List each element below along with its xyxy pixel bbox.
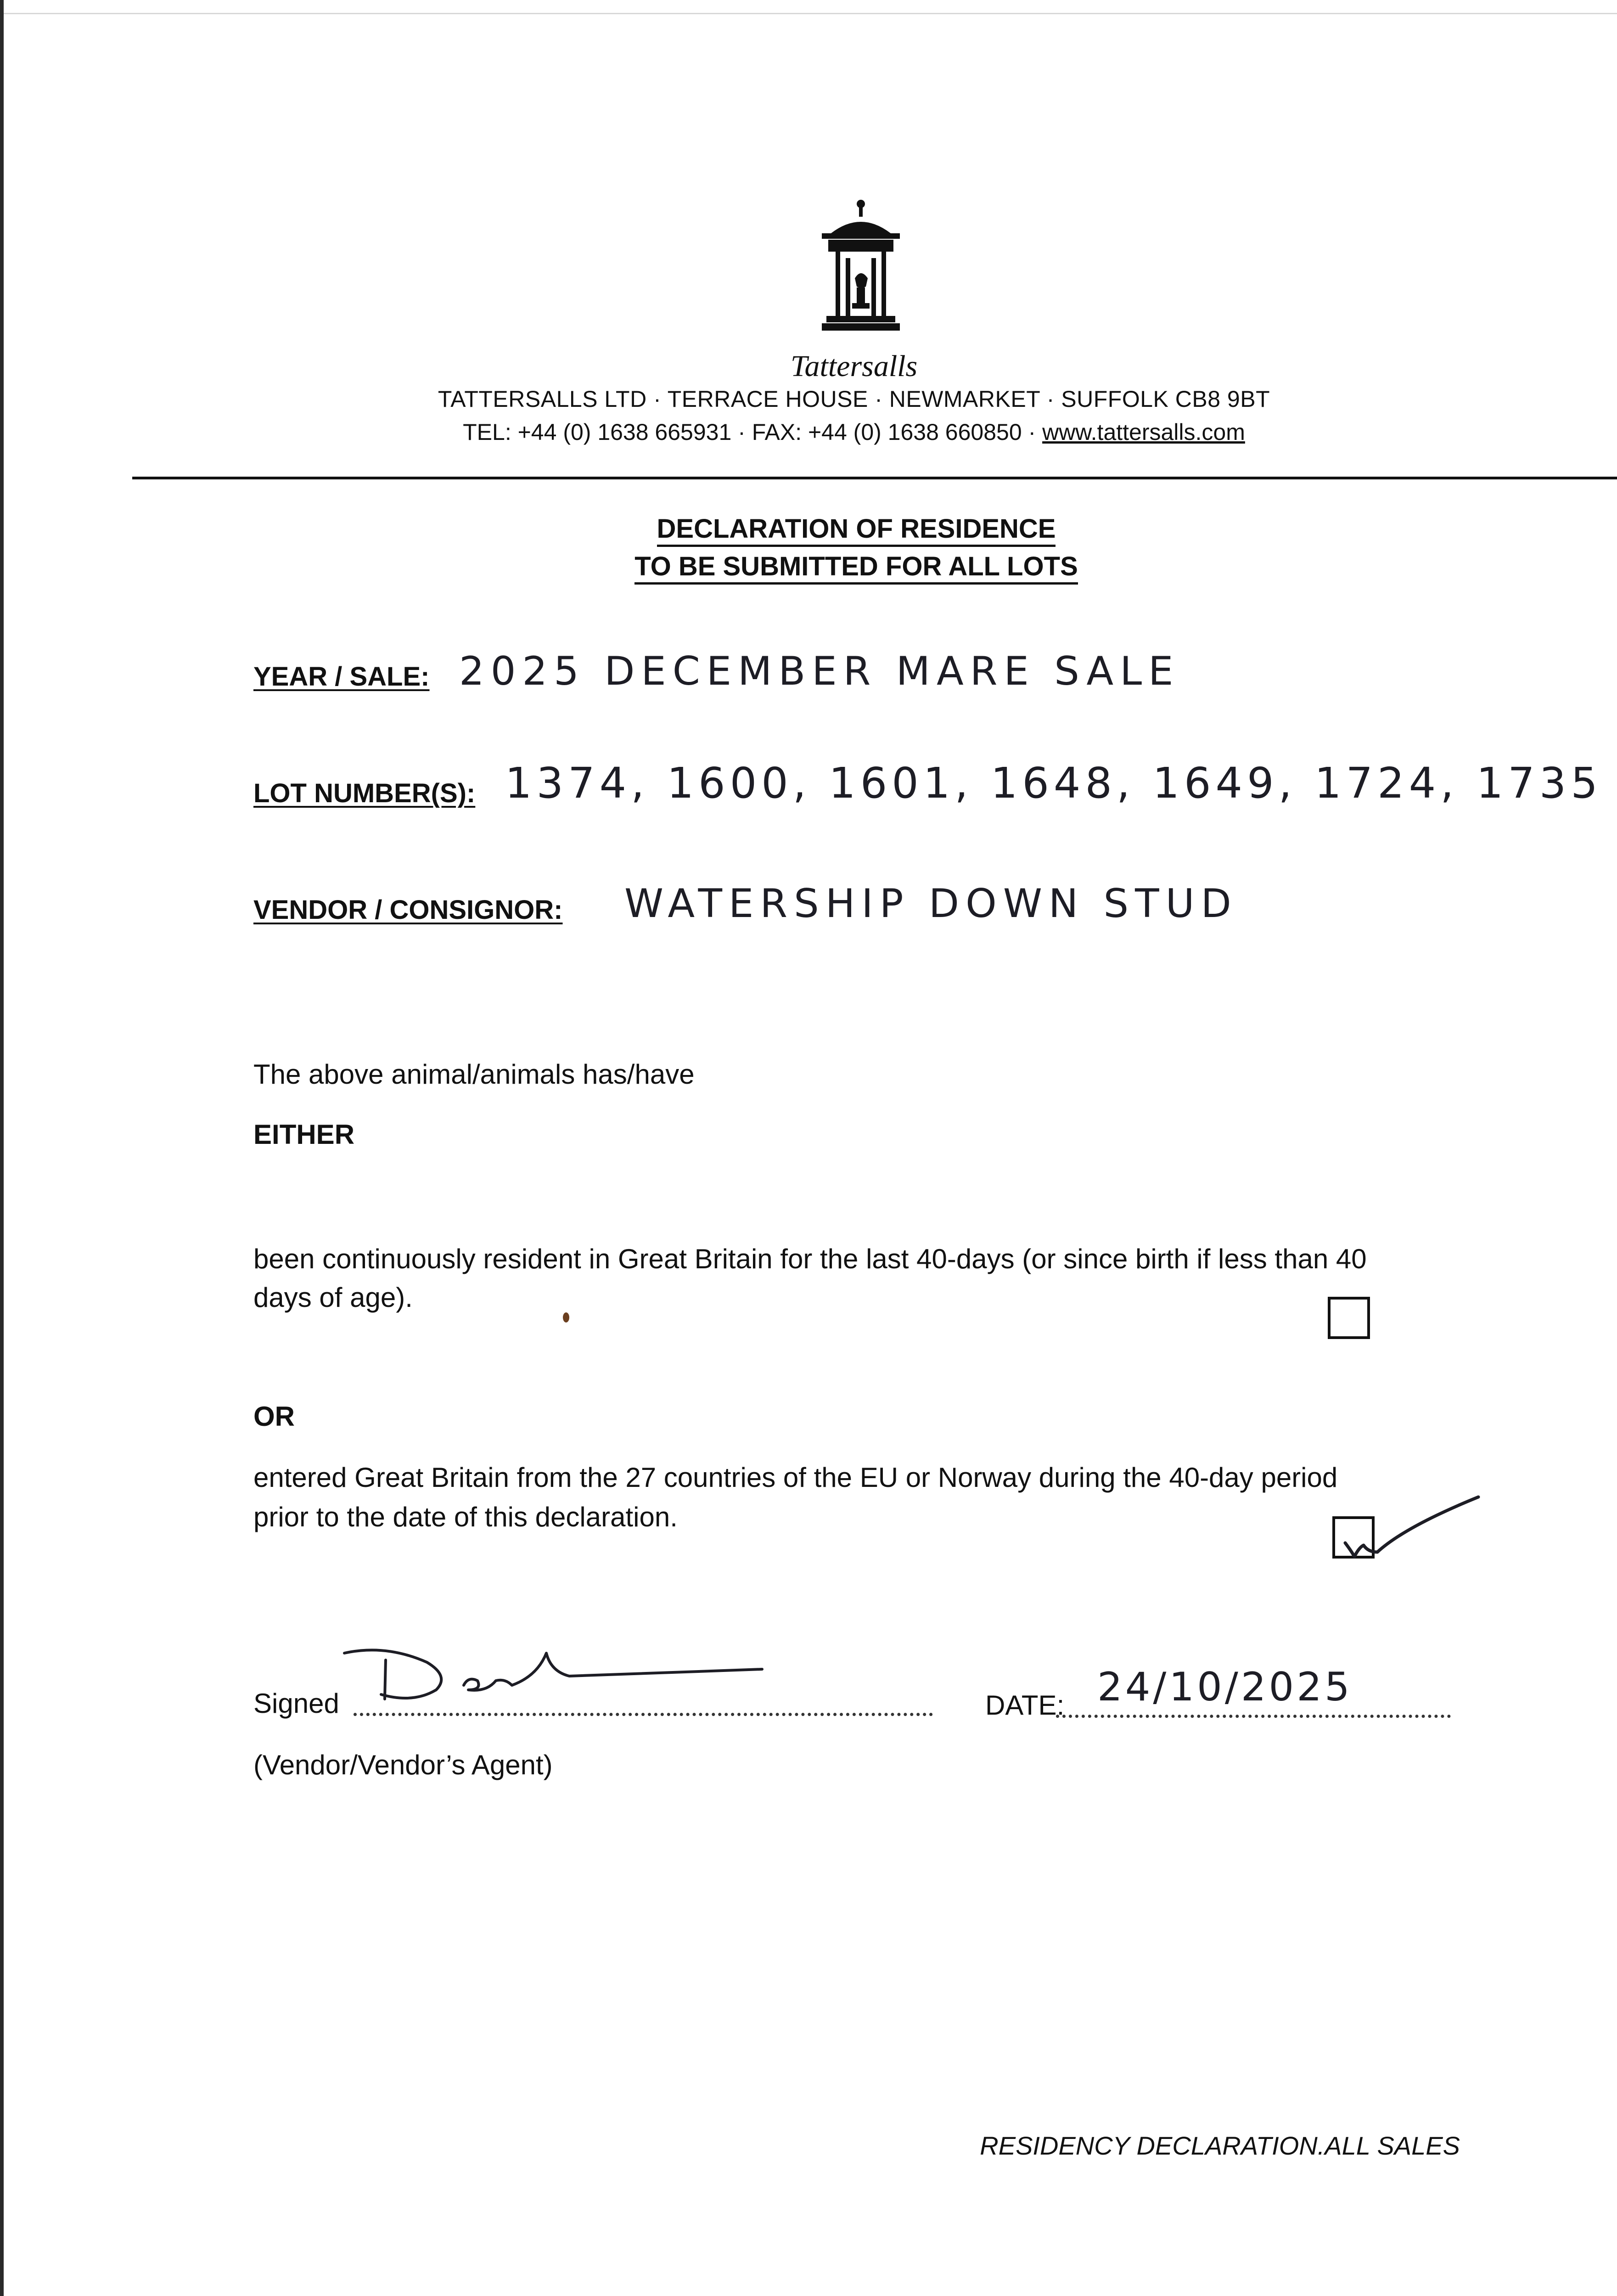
vendor-consignor-value[interactable]: WATERSHIP DOWN STUD <box>624 881 1238 927</box>
date-value[interactable]: 24/10/2025 <box>1097 1664 1353 1710</box>
ink-speck <box>563 1312 569 1322</box>
scan-edge-top <box>4 13 1617 14</box>
option1-checkbox[interactable] <box>1328 1297 1370 1339</box>
website-link[interactable]: www.tattersalls.com <box>1042 419 1245 445</box>
company-name: Tattersalls <box>790 349 918 383</box>
either-heading: EITHER <box>253 1119 355 1150</box>
lot-numbers-value[interactable]: 1374, 1600, 1601, 1648, 1649, 1724, 1735 <box>505 759 1602 808</box>
header-divider <box>132 477 1617 479</box>
option2-text-line2: prior to the date of this declaration. <box>253 1502 678 1532</box>
scan-edge-left <box>0 0 4 2296</box>
company-contact <box>257 419 1451 445</box>
lot-numbers-label: LOT NUMBER(S): <box>253 778 476 808</box>
option2-text-line1: entered Great Britain from the 27 countries of the EU or Norway during the 40-day period <box>253 1462 1338 1493</box>
option1-text-line2: days of age). <box>253 1282 413 1313</box>
option1-text-line1: been continuously resident in Great Britain for the last 40-days (or since birth if less than 40 <box>253 1244 1367 1274</box>
handwritten-signature[interactable] <box>331 1635 771 1717</box>
contact-phone-fax: TEL: +44 (0) 1638 665931 · FAX: +44 (0) 1638 660850 · <box>463 419 1043 445</box>
tattersalls-logo-icon <box>813 197 909 340</box>
year-sale-label: YEAR / SALE: <box>253 662 430 692</box>
signed-label: Signed <box>253 1688 339 1719</box>
checkmark-icon <box>1327 1483 1492 1580</box>
vendor-agent-note: (Vendor/Vendor’s Agent) <box>253 1750 553 1780</box>
vendor-consignor-label: VENDOR / CONSIGNOR: <box>253 895 563 925</box>
or-heading: OR <box>253 1401 295 1432</box>
form-title: DECLARATION OF RESIDENCE <box>459 513 1253 544</box>
date-label: DATE: <box>985 1690 1065 1721</box>
year-sale-value[interactable]: 2025 DECEMBER MARE SALE <box>459 648 1180 694</box>
date-line <box>1056 1715 1451 1718</box>
form-subtitle: TO BE SUBMITTED FOR ALL LOTS <box>459 551 1253 582</box>
footer-label: RESIDENCY DECLARATION.ALL SALES <box>980 2131 1460 2160</box>
declaration-intro: The above animal/animals has/have <box>253 1059 695 1090</box>
company-address: TATTERSALLS LTD · TERRACE HOUSE · NEWMARKET · SUFFOLK CB8 9BT <box>438 386 1270 412</box>
